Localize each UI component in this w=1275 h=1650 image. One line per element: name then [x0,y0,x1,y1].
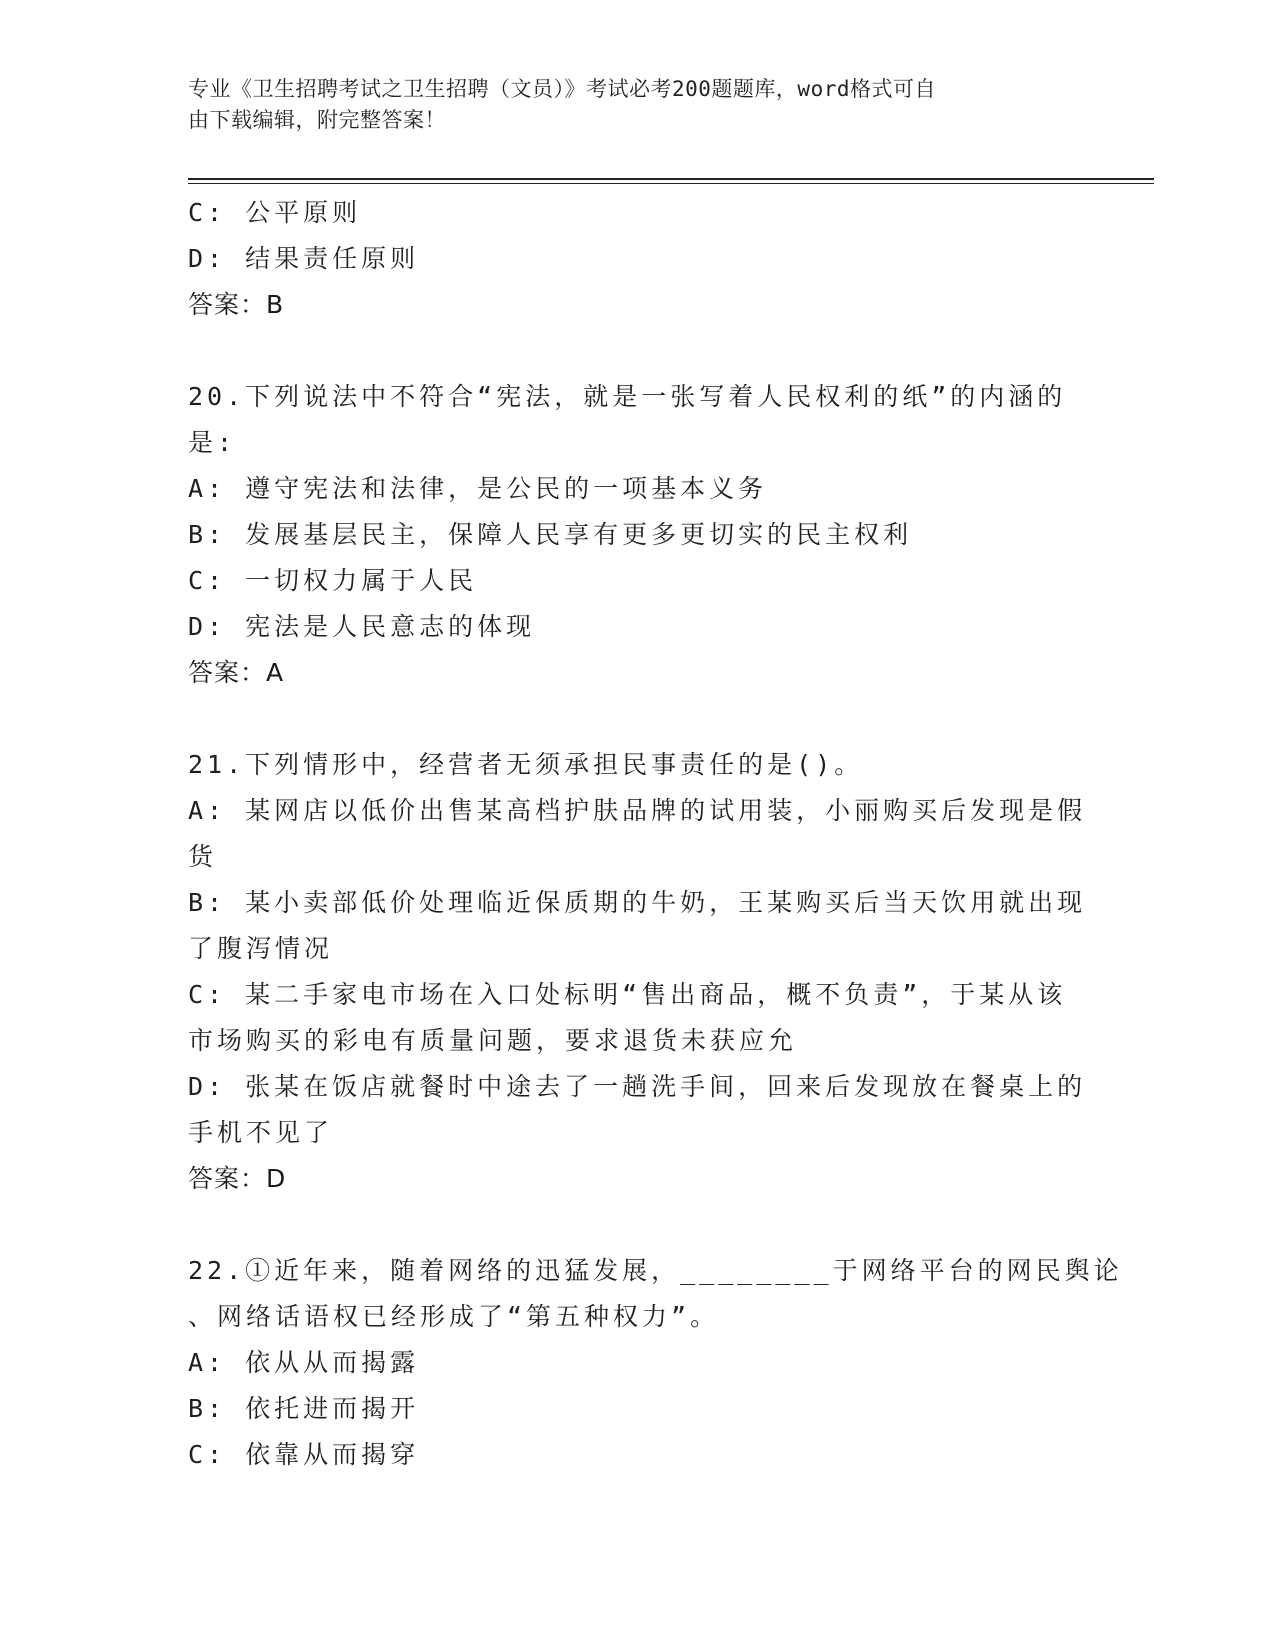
option-b: B: 某小卖部低价处理临近保质期的牛奶，王某购买后当天饮用就出现 [188,888,1087,917]
spacer [188,1202,1088,1248]
answer-line: 答案：D [188,1164,287,1193]
option-a: A: 依从从而揭露 [188,1348,420,1377]
question-20 [188,374,1088,696]
option-a: A: 遵守宪法和法律，是公民的一项基本义务 [188,474,768,503]
answer-line: 答案：B [188,290,285,319]
header-line-2: 由下载编辑，附完整答案！ [188,108,446,132]
previous-question-tail [188,190,1088,328]
option-d: D: 结果责任原则 [188,244,420,273]
option-b: B: 依托进而揭开 [188,1394,420,1423]
answer-line: 答案：A [188,658,285,687]
option-d: D: 张某在饭店就餐时中途去了一趟洗手间，回来后发现放在餐桌上的 [188,1072,1087,1101]
question-stem-continued: 、网络话语权已经形成了“第五种权力”。 [188,1302,720,1331]
question-stem: 22.①近年来，随着网络的迅猛发展，________于网络平台的网民舆论 [188,1256,1123,1285]
option-a-continued: 货 [188,842,218,871]
spacer [188,328,1088,374]
document-header [188,74,1068,136]
option-c: C: 公平原则 [188,198,362,227]
question-stem: 20.下列说法中不符合“宪法，就是一张写着人民权利的纸”的内涵的 [188,382,1067,411]
question-21 [188,742,1088,1202]
header-line-1: 专业《卫生招聘考试之卫生招聘（文员）》考试必考200题题库，word格式可自 [188,77,936,101]
option-b: B: 发展基层民主，保障人民享有更多更切实的民主权利 [188,520,913,549]
option-c-continued: 市场购买的彩电有质量问题，要求退货未获应允 [188,1026,798,1055]
option-a: A: 某网店以低价出售某高档护肤品牌的试用装，小丽购买后发现是假 [188,796,1087,825]
option-c: C: 一切权力属于人民 [188,566,478,595]
question-content [188,190,1123,1478]
header-rule-thin [188,183,1154,184]
header-rule-thick [188,178,1154,180]
option-b-continued: 了腹泻情况 [188,934,334,963]
option-d: D: 宪法是人民意志的体现 [188,612,536,641]
question-stem-continued: 是: [188,428,237,457]
option-c: C: 依靠从而揭穿 [188,1440,420,1469]
question-22 [188,1248,1123,1478]
spacer [188,696,1088,742]
question-stem: 21.下列情形中，经营者无须承担民事责任的是()。 [188,750,864,779]
option-c: C: 某二手家电市场在入口处标明“售出商品，概不负责”，于某从该 [188,980,1067,1009]
option-d-continued: 手机不见了 [188,1118,334,1147]
